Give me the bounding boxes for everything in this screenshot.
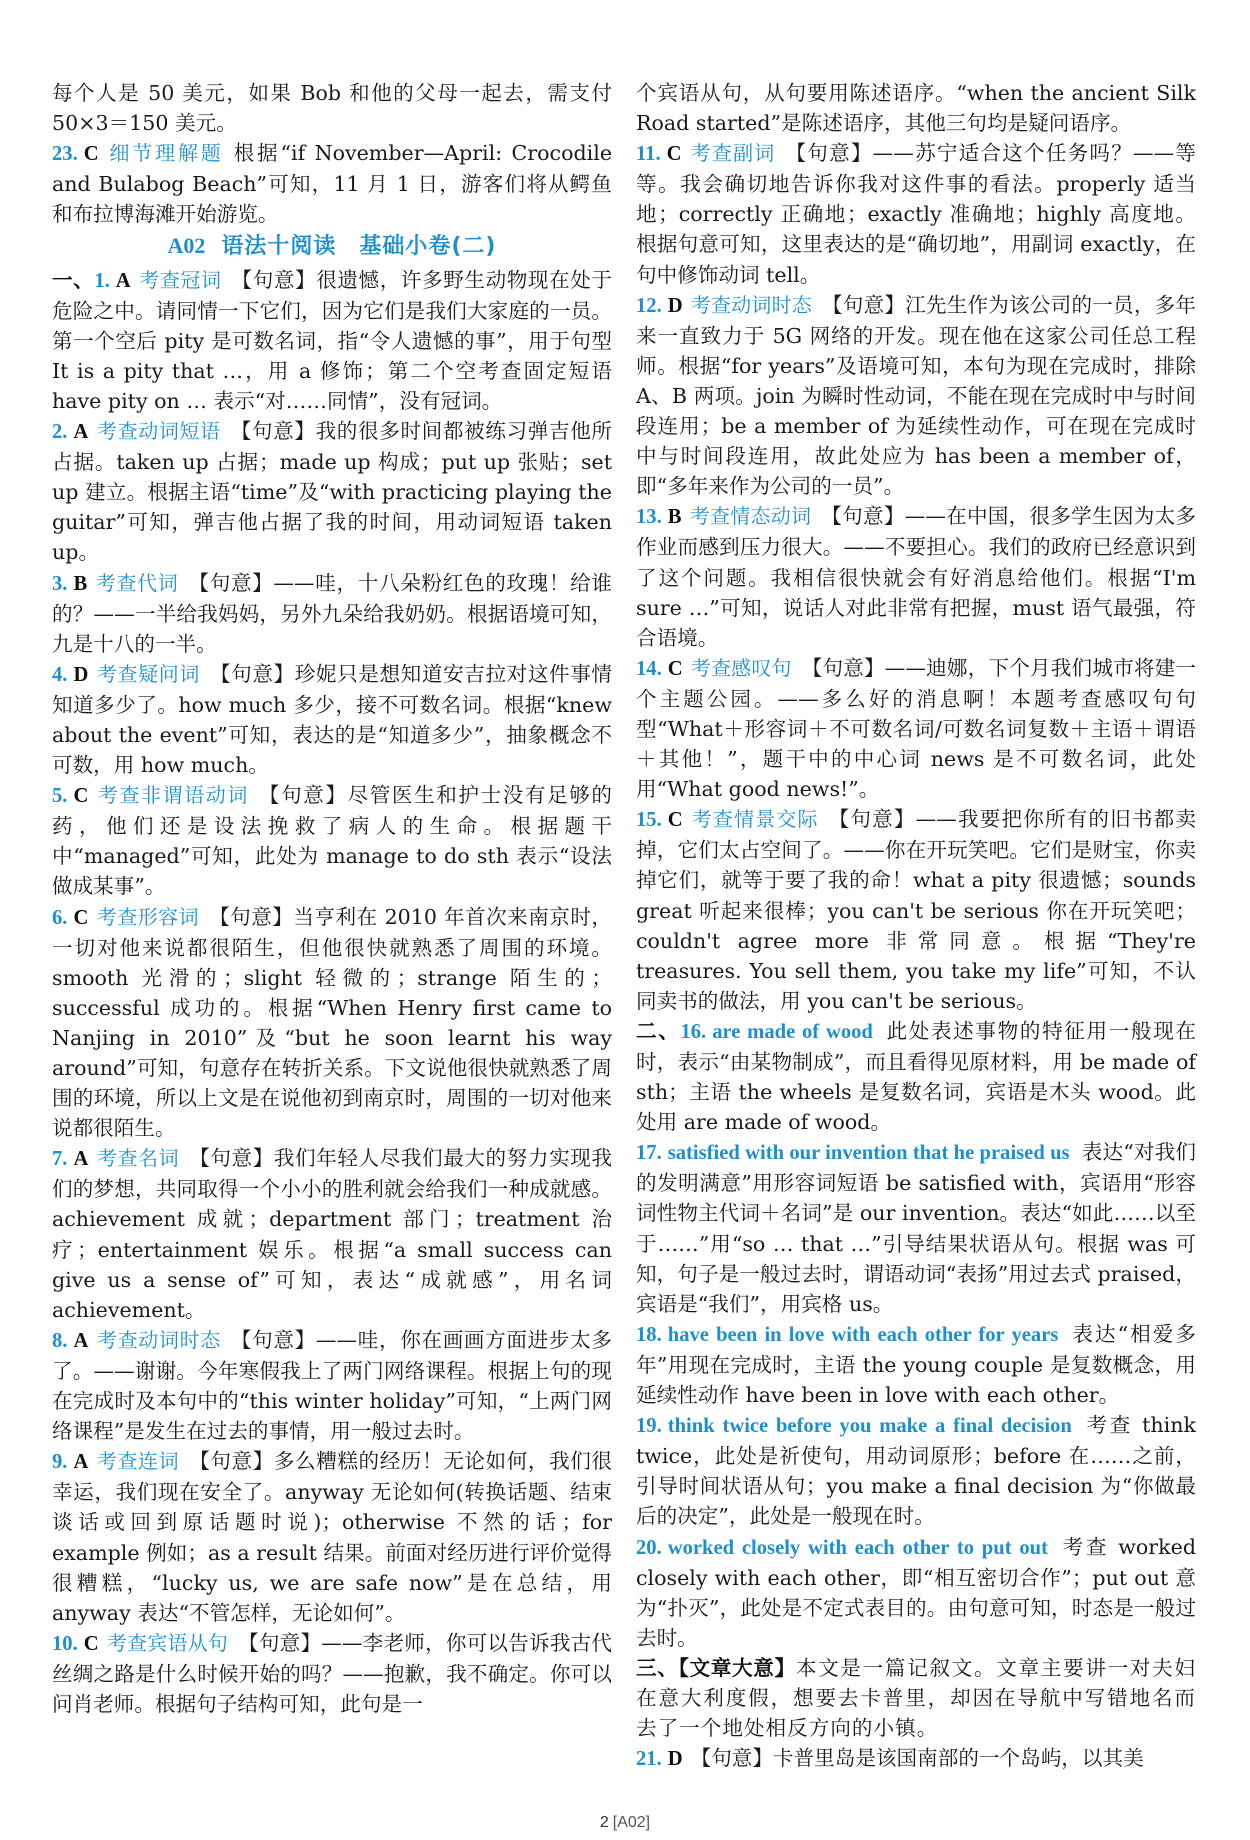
question-tag: 考查感叹句	[690, 655, 792, 680]
question-tag: 考查动词短语	[96, 419, 221, 444]
question-number: 4.	[52, 663, 68, 686]
question-number: 17.	[636, 1142, 662, 1165]
question-20	[636, 1532, 1196, 1653]
question-6	[52, 902, 612, 1144]
question-13	[636, 501, 1196, 652]
question-number: 13.	[636, 506, 662, 529]
question-tag: 考查宾语从句	[106, 1630, 229, 1655]
answer-letter: A	[115, 269, 131, 292]
question-tag: 考查动词时态	[690, 292, 812, 317]
summary-text: 本文是一篇记叙文。文章主要讲一对夫妇在意大利度假，想要去卡普里，却因在导航中写错地名而去了一个地处相反方向的小镇。	[636, 1655, 1197, 1741]
explanation: 根据“if November—April: Crocodile and Bulabog Beach”可知，11 月 1 日，游客们将从鳄鱼和布拉博海滩开始游览。	[52, 141, 613, 227]
question-15	[636, 804, 1196, 1016]
explanation: 【句意】多么糟糕的经历！无论如何，我们很幸运，我们现在安全了。anyway 无论如何(转换话题、结束谈话或回到原话题时说)；otherwise 不然的话；for example 例如；as a result 结果。前面对经历进行评价觉得很糟糕，“lucky us, we are safe now”是在总结，用 anyway 表达“不管怎样，无论如何”。	[52, 1449, 612, 1625]
question-number: 11.	[636, 143, 661, 166]
question-8	[52, 1325, 612, 1446]
question-number: 10.	[52, 1632, 78, 1655]
question-number: 5.	[52, 785, 68, 808]
page-number: 2	[599, 1814, 609, 1831]
answer-letter: D	[667, 1748, 683, 1771]
question-number: 3.	[52, 572, 68, 595]
blank-answer: are made of wood	[712, 1020, 873, 1043]
question-number: 15.	[636, 809, 662, 832]
question-14	[636, 653, 1196, 804]
page-code: [A02]	[612, 1814, 651, 1831]
question-19	[636, 1410, 1196, 1531]
question-number: 1.	[94, 269, 110, 292]
question-16	[636, 1016, 1196, 1137]
question-7	[52, 1143, 612, 1325]
blank-answer: think twice before you make a final decision	[667, 1415, 1072, 1438]
question-11	[636, 138, 1196, 289]
question-10	[52, 1628, 612, 1719]
question-tag: 考查情景交际	[690, 807, 819, 832]
question-number: 23.	[52, 143, 78, 166]
answer-letter: C	[73, 785, 89, 808]
continuation-text: 个宾语从句，从句要用陈述语序。“when the ancient Silk Road started”是陈述语序，其他三句均是疑问语序。	[636, 81, 1196, 136]
question-number: 21.	[636, 1748, 662, 1771]
passage-summary	[636, 1653, 1196, 1743]
question-number: 8.	[52, 1329, 68, 1352]
question-5	[52, 780, 612, 901]
answer-letter: D	[667, 294, 683, 317]
question-tag: 考查冠词	[138, 267, 222, 292]
question-number: 18.	[636, 1323, 662, 1346]
section-code: A02	[167, 233, 206, 259]
explanation: 【句意】尽管医生和护士没有足够的药，他们还是设法挽救了病人的生命。根据题干中“managed”可知，此处为 manage to do sth 表示“设法做成某事”。	[52, 783, 613, 899]
explanation: 【句意】当亨利在 2010 年首次来南京时，一切对他来说都很陌生，但他很快就熟悉了周围的环境。smooth 光滑的；slight 轻微的；strange 陌生的；successful 成功的。根据“When Henry first came to Nanjing in 2010”及“but he soon learnt his way around”可知，句意存在转折关系。下文说他很快就熟悉了周围的环境，所以上文是在说他初到南京时，周围的一切对他来说都很陌生。	[52, 904, 612, 1141]
explanation: 【句意】很遗憾，许多野生动物现在处于危险之中。请同情一下它们，因为它们是我们大家庭的一员。第一个空后 pity 是可数名词，指“令人遗憾的事”，用于句型 It is a pity that …，用 a 修饰；第二个空考查固定短语 have pity on … 表示“对……同情”，没有冠词。	[52, 267, 613, 413]
question-tag: 考查疑问词	[96, 661, 200, 686]
explanation: 此处表述事物的特征用一般现在时，表示“由某物制成”，而且看得见原材料，用 be made of sth；主语 the wheels 是复数名词，宾语是木头 wood。此处用 are made of wood。	[636, 1018, 1197, 1135]
explanation: 【句意】——我要把你所有的旧书都卖掉，它们太占空间了。——你在开玩笑吧。它们是财宝，你卖掉它们，就等于要了我的命！what a pity 很遗憾；sounds great 听起来很棒；you can't be serious 你在开玩笑吧；couldn't agree more 非常同意。根据“They're treasures. You sell them, you take my life”可知，不认同卖书的做法，用 you can't be serious。	[636, 807, 1197, 1013]
question-tag: 考查连词	[96, 1449, 180, 1474]
question-tag: 考查形容词	[96, 904, 200, 929]
explanation: 表达“相爱多年”用现在完成时，主语 the young couple 是复数概念，用延续性动作 have been in love with each other。	[636, 1321, 1196, 1408]
answer-letter: C	[83, 143, 99, 166]
answer-letter: C	[666, 143, 682, 166]
explanation: 【句意】——李老师，你可以告诉我古代丝绸之路是什么时候开始的吗？——抱歉，我不确定。你可以问肖老师。根据句子结构可知，此句是一	[52, 1630, 613, 1716]
blank-answer: worked closely with each other to put out	[667, 1536, 1048, 1559]
page-footer	[0, 1814, 1250, 1832]
explanation: 【句意】——哇，十八朵粉红色的玫瑰！给谁的？——一半给我妈妈，另外九朵给我奶奶。根据语境可知，九是十八的一半。	[52, 570, 613, 656]
explanation: 表达“对我们的发明满意”用形容词短语 be satisfied with，宾语用“形容词性物主代词＋名词”是 our invention。表达“如此……以至于……”用“so … that …”引导结果状语从句。根据 was 可知，句子是一般过去时，谓语动词“表扬”用过去式 praised，宾语是“我们”，用宾格 us。	[636, 1140, 1196, 1316]
answer-letter: B	[73, 572, 88, 595]
answer-letter: D	[73, 663, 89, 686]
explanation: 【句意】——哇，你在画画方面进步太多了。——谢谢。今年寒假我上了两门网络课程。根据上句的现在完成时及本句中的“this winter holiday”可知，“上两门网络课程”是发生在过去的事情，用一般过去时。	[52, 1327, 613, 1444]
answer-letter: C	[73, 906, 89, 929]
answer-letter: A	[73, 1148, 89, 1171]
question-12	[636, 290, 1196, 502]
answer-letter: A	[73, 421, 89, 444]
explanation: 【句意】我的很多时间都被练习弹吉他所占据。taken up 占据；made up 构成；put up 张贴；set up 建立。根据主语“time”及“with practicing playing the guitar”可知，弹吉他占据了我的时间，用动词短语 taken up。	[52, 419, 613, 565]
question-23	[52, 138, 612, 229]
question-3	[52, 568, 612, 659]
question-tag: 细节理解题	[106, 141, 224, 166]
part-three-prefix: 三、【文章大意】	[636, 1655, 796, 1680]
part-one-prefix: 一、	[52, 267, 95, 292]
question-1	[52, 265, 612, 416]
question-number: 2.	[52, 421, 68, 444]
question-number: 7.	[52, 1148, 68, 1171]
right-column	[636, 78, 1196, 1774]
question-2	[52, 416, 612, 567]
question-tag: 考查情态动词	[689, 504, 812, 529]
question-number: 12.	[636, 294, 662, 317]
answer-letter: A	[73, 1329, 89, 1352]
question-number: 9.	[52, 1451, 68, 1474]
answer-letter: B	[667, 506, 682, 529]
question-18	[636, 1319, 1196, 1410]
left-column	[52, 78, 612, 1719]
part-two-prefix: 二、	[636, 1018, 681, 1043]
explanation: 【句意】——迪娜，下个月我们城市将建一个主题公园。——多么好的消息啊！本题考查感叹句句型“What＋形容词＋不可数名词/可数名词复数＋主语＋谓语＋其他！”，题干中的中心词 news 是不可数名词，此处用“What good news!”。	[636, 655, 1197, 802]
explanation: 【句意】卡普里岛是该国南部的一个岛屿，以其美	[690, 1746, 1144, 1771]
section-name: 语法十阅读 基础小卷(二)	[221, 234, 497, 260]
section-title	[52, 231, 612, 262]
answer-letter: A	[73, 1451, 89, 1474]
question-tag: 考查代词	[95, 570, 179, 595]
answer-letter: C	[667, 657, 683, 680]
question-9	[52, 1446, 612, 1628]
explanation: 考查 think twice，此处是祈使句，用动词原形；before 在……之前，引导时间状语从句；you make a final decision 为“你做最后的决定”，此处是一般现在时。	[636, 1413, 1196, 1529]
question-number: 14.	[636, 657, 662, 680]
question-number: 20.	[636, 1536, 662, 1559]
question-tag: 考查非谓语动词	[96, 783, 249, 808]
explanation: 【句意】江先生作为该公司的一员，多年来一直致力于 5G 网络的开发。现在他在这家公司任总工程师。根据“for years”及语境可知，本句为现在完成时，排除 A、B 两项。join 为瞬时性动词，不能在现在完成时中与时间段连用；be a member of 为延续性动作，可在现在完成时中与时间段连用，故此处应为 has been a member of，即“多年来作为公司的一员”。	[636, 292, 1197, 499]
continuation-text: 每个人是 50 美元，如果 Bob 和他的父母一起去，需支付 50×3＝150 美元。	[52, 81, 612, 136]
question-21	[636, 1743, 1196, 1774]
question-17	[636, 1137, 1196, 1319]
question-number: 6.	[52, 906, 68, 929]
question-number: 19.	[636, 1415, 662, 1438]
explanation: 【句意】我们年轻人尽我们最大的努力实现我们的梦想，共同取得一个小小的胜利就会给我们一种成就感。achievement 成就；department 部门；treatment 治疗；entertainment 娱乐。根据“a small success can give us a sense of”可知，表达“成就感”，用名词 achievement。	[52, 1146, 612, 1322]
explanation: 考查 worked closely with each other，即“相互密切合作”；put out 意为“扑灭”，此处是不定式表目的。由句意可知，时态是一般过去时。	[636, 1534, 1196, 1650]
question-4	[52, 659, 612, 780]
question-tag: 考查名词	[96, 1146, 180, 1171]
question-tag: 考查动词时态	[96, 1327, 221, 1352]
question-tag: 考查副词	[689, 141, 776, 166]
answer-letter: C	[667, 809, 683, 832]
blank-answer: satisfied with our invention that he praised us	[667, 1142, 1070, 1165]
answer-letter: C	[83, 1632, 99, 1655]
explanation: 【句意】珍妮只是想知道安吉拉对这件事情知道多少了。how much 多少，接不可数名词。根据“knew about the event”可知，表达的是“知道多少”，抽象概念不可数，用 how much。	[52, 661, 613, 778]
question-number: 16.	[680, 1020, 707, 1043]
explanation: 【句意】——苏宁适合这个任务吗？——等等。我会确切地告诉你我对这件事的看法。properly 适当地；correctly 正确地；exactly 准确地；highly 高度地。根据句意可知，这里表达的是“确切地”，用副词 exactly，在句中修饰动词 tell。	[636, 141, 1197, 287]
blank-answer: have been in love with each other for years	[667, 1323, 1059, 1346]
explanation: 【句意】——在中国，很多学生因为太多作业而感到压力很大。——不要担心。我们的政府已经意识到了这个问题。我相信很快就会有好消息给他们。根据“I'm sure …”可知，说话人对此非常有把握，must 语气最强，符合语境。	[636, 504, 1197, 650]
